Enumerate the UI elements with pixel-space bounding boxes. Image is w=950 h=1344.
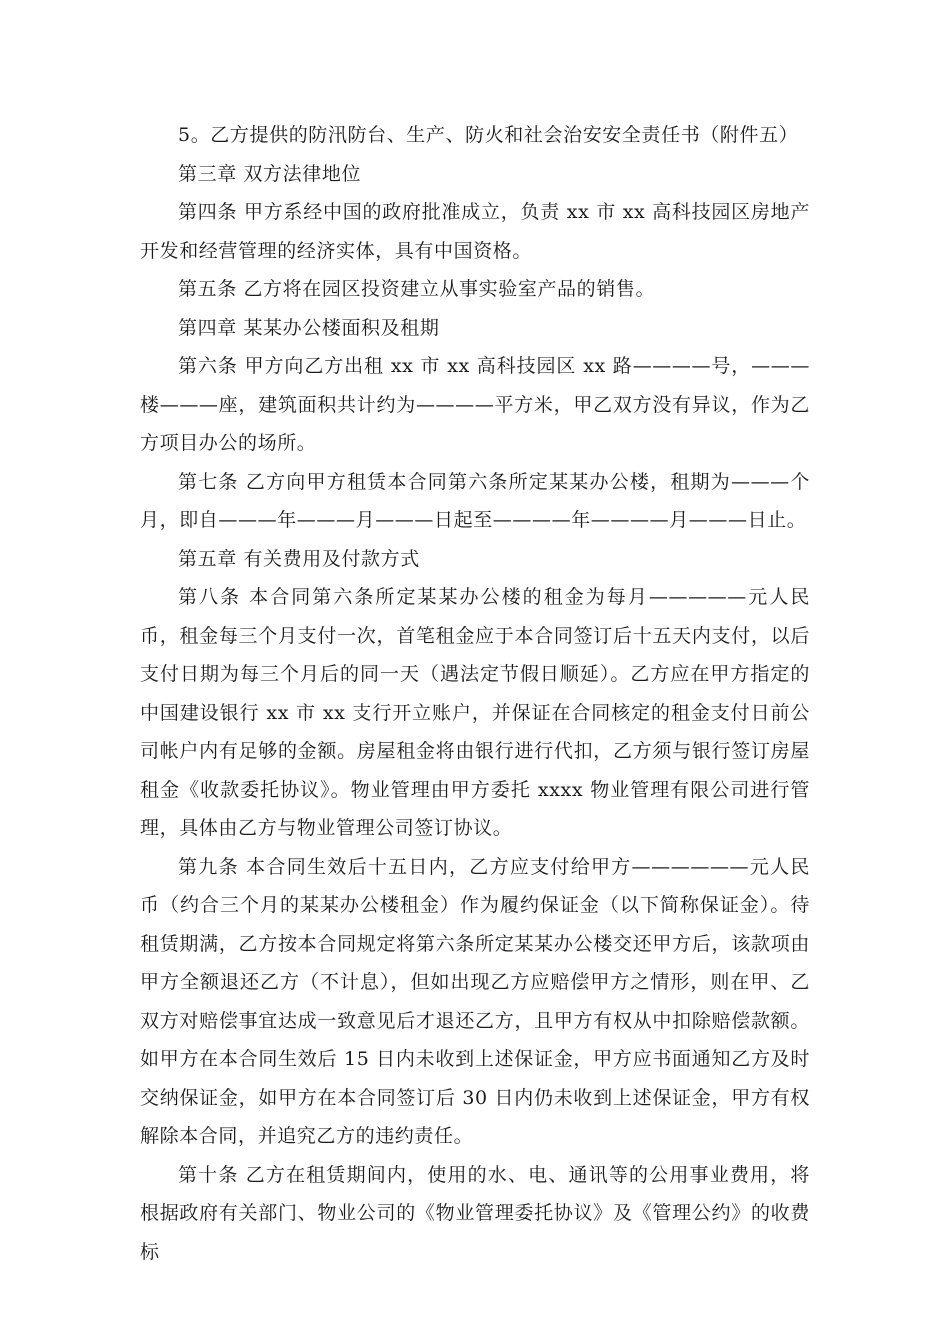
article-eight: 第八条 本合同第六条所定某某办公楼的租金为每月—————元人民币，租金每三个月支付一次，首笔租金应于本合同签订后十五天内支付，以后支付日期为每三个月后的同一天（遇法定节假日顺延）。乙方应在甲方指定的中国建设银行 xx 市 xx 支行开立账户，并保证在合同核定的租金支付日前公司帐户内有足够的金额。房屋租金将由银行进行代扣，乙方须与银行签订房屋租金《收款委托协议》。物业管理由甲方委托 xxxx 物业管理有限公司进行管理，具体由乙方与物业管理公司签订协议。 bbox=[140, 586, 810, 839]
article-seven: 第七条 乙方向甲方租赁本合同第六条所定某某办公楼，租期为———个月，即自———年———月———日起至————年————月———日止。 bbox=[140, 470, 810, 531]
article-ten: 第十条 乙方在租赁期间内，使用的水、电、通讯等的公用事业费用，将根据政府有关部门、物业公司的《物业管理委托协议》及《管理公约》的收费标 bbox=[140, 1163, 810, 1263]
article-four: 第四条 甲方系经中国的政府批准成立，负责 xx 市 xx 高科技园区房地产开发和经营管理的经济实体，具有中国资格。 bbox=[140, 201, 810, 262]
article-nine: 第九条 本合同生效后十五日内，乙方应支付给甲方——————元人民币（约合三个月的某某办公楼租金）作为履约保证金（以下简称保证金）。待租赁期满，乙方按本合同规定将第六条所定某某办公楼交还甲方后，该款项由甲方全额退还乙方（不计息），但如出现乙方应赔偿甲方之情形，则在甲、乙双方对赔偿事宜达成一致意见后才退还乙方，且甲方有权从中扣除赔偿款额。如甲方在本合同生效后 15 日内未收到上述保证金，甲方应书面通知乙方及时交纳保证金，如甲方在本合同签订后 30 日内仍未收到上述保证金，甲方有权解除本合同，并追究乙方的违约责任。 bbox=[140, 855, 810, 1147]
chapter-three-heading: 第三章 双方法律地位 bbox=[178, 162, 362, 185]
article-six: 第六条 甲方向乙方出租 xx 市 xx 高科技园区 xx 路————号，———楼———座，建筑面积共计约为————平方米，甲乙双方没有异议，作为乙方项目办公的场所。 bbox=[140, 355, 810, 454]
chapter-four-heading: 第四章 某某办公楼面积及租期 bbox=[178, 316, 440, 339]
document-body bbox=[140, 116, 810, 1271]
article-five: 第五条 乙方将在园区投资建立从事实验室产品的销售。 bbox=[178, 278, 656, 300]
chapter-five-heading: 第五章 有关费用及付款方式 bbox=[178, 547, 420, 570]
paragraph-attachment-five: 5。乙方提供的防汛防台、生产、防火和社会治安安全责任书（附件五） bbox=[178, 124, 799, 146]
